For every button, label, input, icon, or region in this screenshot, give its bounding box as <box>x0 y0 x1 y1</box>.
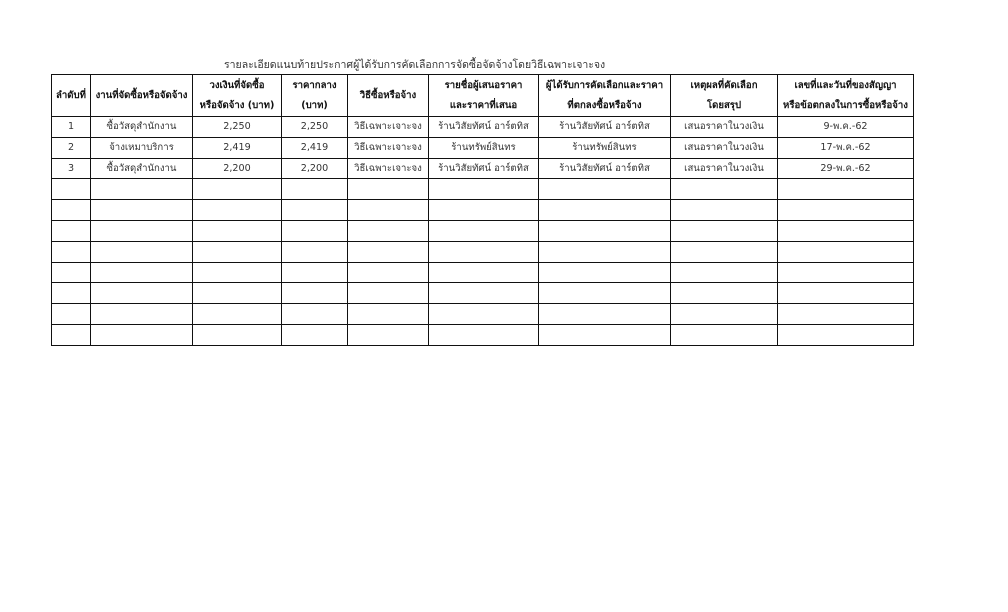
cell-selected: ร้านทรัพย์สินทร <box>539 137 671 158</box>
cell-budget: 2,419 <box>193 137 282 158</box>
empty-cell <box>282 304 348 325</box>
empty-cell <box>671 179 778 200</box>
empty-cell <box>348 179 429 200</box>
empty-cell <box>193 220 282 241</box>
cell-median-price: 2,419 <box>282 137 348 158</box>
empty-row <box>52 241 914 262</box>
empty-cell <box>348 220 429 241</box>
empty-cell <box>778 179 914 200</box>
cell-method: วิธีเฉพาะเจาะจง <box>348 137 429 158</box>
cell-method: วิธีเฉพาะเจาะจง <box>348 158 429 179</box>
empty-cell <box>91 220 193 241</box>
empty-cell <box>52 179 91 200</box>
cell-median-price: 2,250 <box>282 117 348 138</box>
empty-cell <box>193 283 282 304</box>
cell-contract: 17-พ.ค.-62 <box>778 137 914 158</box>
col-header-bidders: รายชื่อผู้เสนอราคา และราคาที่เสนอ <box>429 75 539 117</box>
empty-cell <box>429 283 539 304</box>
empty-cell <box>52 262 91 283</box>
empty-cell <box>671 200 778 221</box>
cell-seq: 3 <box>52 158 91 179</box>
empty-row <box>52 200 914 221</box>
empty-cell <box>671 241 778 262</box>
sheet-title: รายละเอียดแนบท้ายประกาศผู้ได้รับการคัดเลือกการจัดซื้อจัดจ้างโดยวิธีเฉพาะเจาะจง <box>224 59 606 71</box>
empty-cell <box>429 241 539 262</box>
cell-item: จ้างเหมาบริการ <box>91 137 193 158</box>
cell-seq: 2 <box>52 137 91 158</box>
col-header-seq: ลำดับที่ <box>52 75 91 117</box>
empty-cell <box>429 304 539 325</box>
cell-budget: 2,200 <box>193 158 282 179</box>
empty-cell <box>52 220 91 241</box>
cell-reason: เสนอราคาในวงเงิน <box>671 137 778 158</box>
empty-cell <box>52 200 91 221</box>
empty-row <box>52 262 914 283</box>
empty-cell <box>778 324 914 345</box>
empty-cell <box>539 262 671 283</box>
cell-reason: เสนอราคาในวงเงิน <box>671 158 778 179</box>
table-row <box>52 137 914 158</box>
cell-selected: ร้านวิสัยทัศน์ อาร์ตทิส <box>539 117 671 138</box>
empty-row <box>52 304 914 325</box>
empty-cell <box>52 324 91 345</box>
empty-cell <box>193 324 282 345</box>
empty-row <box>52 179 914 200</box>
empty-cell <box>778 200 914 221</box>
cell-item: ซื้อวัสดุสำนักงาน <box>91 117 193 138</box>
col-header-median-price: ราคากลาง (บาท) <box>282 75 348 117</box>
empty-cell <box>778 241 914 262</box>
empty-cell <box>282 220 348 241</box>
empty-cell <box>778 262 914 283</box>
empty-cell <box>671 262 778 283</box>
col-header-selected: ผู้ได้รับการคัดเลือกและราคา ที่ตกลงซื้อหรือจ้าง <box>539 75 671 117</box>
cell-bidders: ร้านวิสัยทัศน์ อาร์ตทิส <box>429 117 539 138</box>
empty-cell <box>778 220 914 241</box>
empty-cell <box>539 241 671 262</box>
empty-cell <box>91 200 193 221</box>
table-body <box>52 117 914 346</box>
table-row <box>52 158 914 179</box>
empty-cell <box>282 262 348 283</box>
empty-cell <box>282 241 348 262</box>
empty-cell <box>91 283 193 304</box>
empty-cell <box>429 179 539 200</box>
empty-row <box>52 324 914 345</box>
empty-cell <box>282 324 348 345</box>
empty-cell <box>282 179 348 200</box>
empty-row <box>52 220 914 241</box>
empty-cell <box>282 283 348 304</box>
empty-cell <box>778 304 914 325</box>
col-header-contract: เลขที่และวันที่ของสัญญา หรือข้อตกลงในการซื้อหรือจ้าง <box>778 75 914 117</box>
empty-cell <box>348 262 429 283</box>
empty-cell <box>778 283 914 304</box>
col-header-method: วิธีซื้อหรือจ้าง <box>348 75 429 117</box>
empty-cell <box>671 304 778 325</box>
empty-cell <box>539 304 671 325</box>
table-header <box>52 75 914 117</box>
empty-cell <box>429 220 539 241</box>
empty-cell <box>193 304 282 325</box>
empty-cell <box>348 304 429 325</box>
empty-cell <box>539 220 671 241</box>
table-row <box>52 117 914 138</box>
cell-contract: 29-พ.ค.-62 <box>778 158 914 179</box>
empty-cell <box>539 324 671 345</box>
cell-bidders: ร้านทรัพย์สินทร <box>429 137 539 158</box>
empty-cell <box>539 283 671 304</box>
procurement-table <box>51 74 914 346</box>
empty-cell <box>671 283 778 304</box>
cell-median-price: 2,200 <box>282 158 348 179</box>
empty-cell <box>193 179 282 200</box>
empty-cell <box>91 179 193 200</box>
col-header-budget: วงเงินที่จัดซื้อ หรือจัดจ้าง (บาท) <box>193 75 282 117</box>
cell-selected: ร้านวิสัยทัศน์ อาร์ตทิส <box>539 158 671 179</box>
empty-cell <box>282 200 348 221</box>
empty-cell <box>671 220 778 241</box>
cell-bidders: ร้านวิสัยทัศน์ อาร์ตทิส <box>429 158 539 179</box>
cell-item: ซื้อวัสดุสำนักงาน <box>91 158 193 179</box>
cell-reason: เสนอราคาในวงเงิน <box>671 117 778 138</box>
empty-cell <box>429 324 539 345</box>
empty-row <box>52 283 914 304</box>
empty-cell <box>539 200 671 221</box>
empty-cell <box>429 262 539 283</box>
empty-cell <box>348 241 429 262</box>
empty-cell <box>52 283 91 304</box>
col-header-item: งานที่จัดซื้อหรือจัดจ้าง <box>91 75 193 117</box>
empty-cell <box>348 324 429 345</box>
cell-contract: 9-พ.ค.-62 <box>778 117 914 138</box>
empty-cell <box>91 304 193 325</box>
col-header-reason: เหตุผลที่คัดเลือก โดยสรุป <box>671 75 778 117</box>
empty-cell <box>193 241 282 262</box>
cell-seq: 1 <box>52 117 91 138</box>
empty-cell <box>52 241 91 262</box>
header-row <box>52 75 914 117</box>
empty-cell <box>52 304 91 325</box>
empty-cell <box>539 179 671 200</box>
empty-cell <box>91 324 193 345</box>
cell-budget: 2,250 <box>193 117 282 138</box>
empty-cell <box>671 324 778 345</box>
empty-cell <box>429 200 539 221</box>
empty-cell <box>348 283 429 304</box>
empty-cell <box>348 200 429 221</box>
empty-cell <box>193 262 282 283</box>
empty-cell <box>91 241 193 262</box>
empty-cell <box>91 262 193 283</box>
empty-cell <box>193 200 282 221</box>
cell-method: วิธีเฉพาะเจาะจง <box>348 117 429 138</box>
